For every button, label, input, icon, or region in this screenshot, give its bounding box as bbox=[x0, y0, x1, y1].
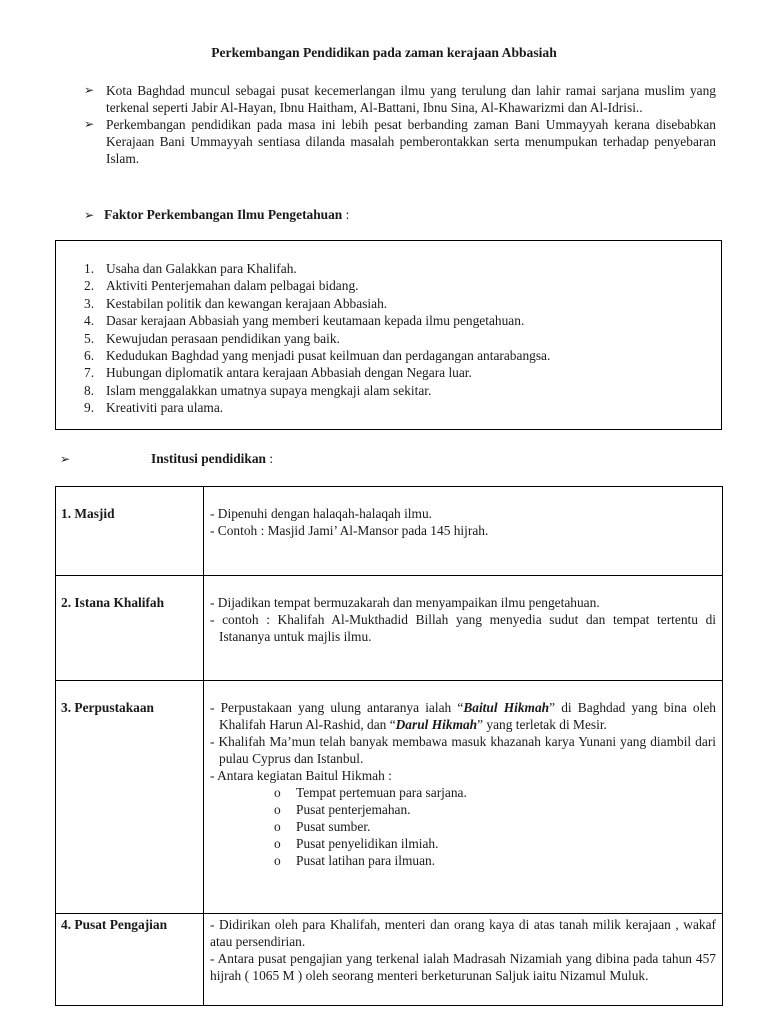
intro-bullets bbox=[84, 82, 716, 167]
text-run: ” yang terletak di Mesir. bbox=[477, 717, 607, 732]
circle-bullet-icon: o bbox=[274, 785, 281, 800]
institution-description bbox=[204, 914, 723, 1006]
list-number: 2. bbox=[84, 278, 95, 294]
list-item-text: Kewujudan perasaan pendidikan yang baik. bbox=[106, 330, 340, 346]
list-item bbox=[84, 347, 550, 364]
arrow-bullet-icon: ➢ bbox=[84, 117, 95, 131]
list-item-text: Pusat sumber. bbox=[296, 819, 371, 834]
institution-label: 1. Masjid bbox=[56, 487, 204, 576]
description-line: - Khalifah Ma’mun telah banyak membawa masuk khazanah karya Yunani yang diambil dari pulau Cyprus dan Istanbul. bbox=[210, 734, 716, 766]
list-number: 1. bbox=[84, 261, 95, 276]
list-item bbox=[84, 277, 550, 294]
list-item-text: Aktiviti Penterjemahan dalam pelbagai bidang. bbox=[106, 278, 359, 294]
list-item bbox=[84, 295, 550, 312]
list-item-text: Usaha dan Galakkan para Khalifah. bbox=[106, 261, 297, 276]
list-item-text: Tempat pertemuan para sarjana. bbox=[296, 785, 467, 800]
list-number: 4. bbox=[84, 313, 95, 329]
institutions-table bbox=[55, 486, 723, 1006]
circle-bullet-icon: o bbox=[274, 802, 281, 817]
intro-bullet bbox=[84, 116, 716, 167]
list-number: 6. bbox=[84, 348, 95, 364]
factors-heading bbox=[84, 206, 349, 224]
arrow-bullet-icon: ➢ bbox=[60, 452, 71, 466]
description-line: - Didirikan oleh para Khalifah, menteri dan orang kaya di atas tanah milik kerajaan , wakaf atau persendirian. bbox=[210, 917, 716, 949]
institution-description bbox=[204, 681, 723, 914]
text-run-bold-italic: Darul Hikmah bbox=[395, 717, 478, 732]
list-item-text: Kestabilan politik dan kewangan kerajaan Abbasiah. bbox=[106, 295, 388, 311]
list-item bbox=[84, 399, 550, 416]
list-number: 7. bbox=[84, 365, 95, 381]
document-title: Perkembangan Pendidikan pada zaman kerajaan Abbasiah bbox=[211, 45, 557, 60]
circle-bullet-icon: o bbox=[274, 853, 281, 868]
text-run: - Perpustakaan yang ulung antaranya ialah “ bbox=[210, 700, 464, 715]
circle-bullet-icon: o bbox=[274, 819, 281, 834]
table-row bbox=[56, 681, 723, 914]
description-line: - contoh : Khalifah Al-Mukthadid Billah yang menyedia sudut dan tempat tertentu di Istananya untuk majlis ilmu. bbox=[210, 612, 716, 644]
list-item bbox=[84, 260, 550, 277]
institution-description bbox=[204, 576, 723, 681]
list-item-text: Hubungan diplomatik antara kerajaan Abbasiah dengan Negara luar. bbox=[106, 365, 472, 381]
list-item-text: Kreativiti para ulama. bbox=[106, 400, 224, 416]
description-line: - Antara pusat pengajian yang terkenal ialah Madrasah Nizamiah yang dibina pada tahun 457 hijrah ( 1065 M ) oleh seorang menteri berketurunan Saljuk iaitu Nizamul Muluk. bbox=[210, 951, 716, 983]
description-line: - Dipenuhi dengan halaqah-halaqah ilmu. bbox=[210, 506, 432, 521]
factors-heading-text: Faktor Perkembangan Ilmu Pengetahuan bbox=[104, 207, 343, 222]
arrow-bullet-icon: ➢ bbox=[84, 208, 95, 222]
list-number: 8. bbox=[84, 382, 95, 398]
institution-label: 4. Pusat Pengajian bbox=[56, 914, 204, 1006]
description-line: - Antara kegiatan Baitul Hikmah : bbox=[210, 768, 392, 783]
list-item-text: Kedudukan Baghdad yang menjadi pusat keilmuan dan perdagangan antarabangsa. bbox=[106, 348, 551, 364]
list-number: 5. bbox=[84, 330, 95, 346]
list-item-text: Pusat penyelidikan ilmiah. bbox=[296, 836, 439, 851]
list-number: 3. bbox=[84, 295, 95, 311]
institution-label: 2. Istana Khalifah bbox=[56, 576, 204, 681]
institutions-heading-text: Institusi pendidikan bbox=[151, 451, 266, 466]
heading-colon: : bbox=[269, 451, 274, 466]
list-item bbox=[274, 784, 716, 801]
institution-description bbox=[204, 487, 723, 576]
list-item bbox=[274, 801, 716, 818]
list-item bbox=[84, 382, 550, 399]
list-item bbox=[274, 818, 716, 835]
activities-list bbox=[210, 784, 716, 869]
list-item-text: Pusat latihan para ilmuan. bbox=[296, 853, 436, 868]
list-item-text: Pusat penterjemahan. bbox=[296, 802, 411, 817]
intro-bullet bbox=[84, 82, 716, 116]
list-item bbox=[84, 364, 550, 381]
table-row bbox=[56, 914, 723, 1006]
list-number: 9. bbox=[84, 400, 95, 416]
list-item-text: Islam menggalakkan umatnya supaya mengkaji alam sekitar. bbox=[106, 382, 432, 398]
list-item bbox=[84, 312, 550, 329]
table-row bbox=[56, 487, 723, 576]
text-run: ” di Baghdad yang bina oleh Khalifah Harun Al-Rashid, dan “ bbox=[219, 700, 716, 732]
table-row bbox=[56, 576, 723, 681]
factors-list bbox=[84, 260, 550, 417]
heading-colon: : bbox=[345, 207, 350, 222]
list-item bbox=[274, 835, 716, 852]
intro-bullet-text: Kota Baghdad muncul sebagai pusat kecemerlangan ilmu yang terulung dan lahir ramai sarjana muslim yang terkenal seperti Jabir Al-Hayan, Ibnu Haitham, Al-Battani, Ibnu Sina, Al-Khawarizmi dan Al-Idrisi.. bbox=[106, 83, 716, 115]
list-item bbox=[84, 330, 550, 347]
list-item-text: Dasar kerajaan Abbasiah yang memberi keutamaan kepada ilmu pengetahuan. bbox=[106, 313, 525, 329]
circle-bullet-icon: o bbox=[274, 836, 281, 851]
intro-bullet-text: Perkembangan pendidikan pada masa ini lebih pesat berbanding zaman Bani Ummayyah kerana disebabkan Kerajaan Bani Ummayyah sentiasa dilanda masalah pemberontakkan serta menumpukan terhadap penyebaran Islam. bbox=[106, 117, 716, 166]
description-line bbox=[210, 699, 716, 733]
arrow-bullet-icon: ➢ bbox=[84, 83, 95, 97]
institution-label: 3. Perpustakaan bbox=[56, 681, 204, 914]
factors-box bbox=[55, 240, 722, 430]
list-item bbox=[274, 852, 716, 869]
institutions-heading bbox=[60, 450, 273, 468]
text-run-bold-italic: Baitul Hikmah bbox=[463, 700, 550, 715]
description-line: - Contoh : Masjid Jami’ Al-Mansor pada 145 hijrah. bbox=[210, 523, 489, 538]
description-line: - Dijadikan tempat bermuzakarah dan menyampaikan ilmu pengetahuan. bbox=[210, 595, 600, 610]
